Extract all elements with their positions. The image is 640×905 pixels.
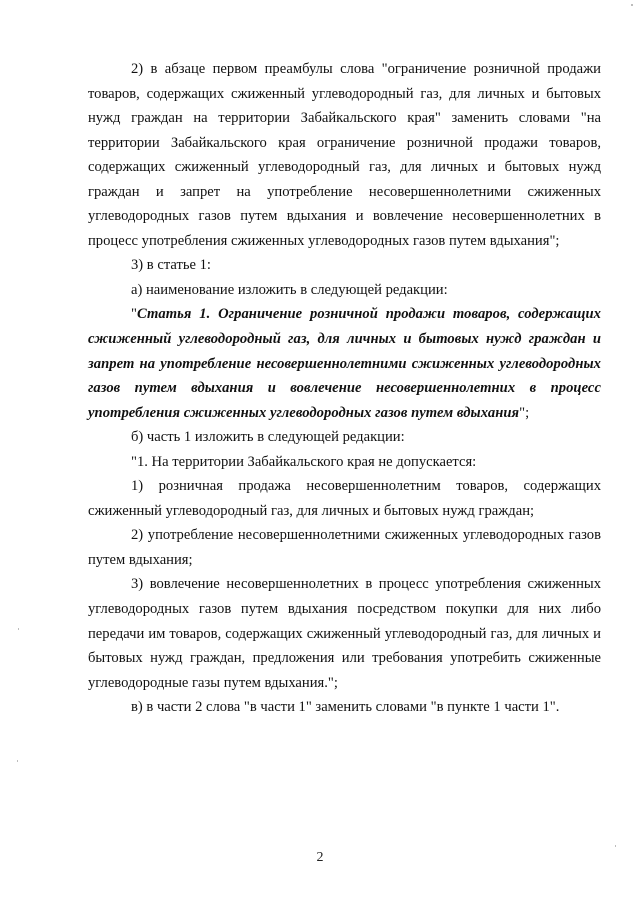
paragraph-article-1-title: [88, 302, 601, 425]
paragraph-item-3: 3) вовлечение несовершеннолетних в процесс употребления сжиженных углеводородных газов путем вдыхания посредством покупки для них либо передачи им товаров, содержащих сжиженный углеводородный газ, для личных и бытовых нужд граждан, предложения или требования употребить сжиженные углеводородные газы путем вдыхания.";: [88, 576, 601, 691]
document-body: [88, 57, 601, 720]
paragraph-part-1-intro: "1. На территории Забайкальского края не допускается:: [131, 453, 477, 470]
paragraph-preamble-amendment: 2) в абзаце первом преамбулы слова "ограничение розничной продажи товаров, содержащих сжиженный углеводородный газ, для личных и бытовых нужд граждан на территории Забайкальского края" заменить словами "на территории Забайкальского края ограничение розничной продажи товаров, содержащих сжиженный углеводородный газ, для личных и бытовых нужд граждан и запрет на употребление несовершеннолетними сжиженных углеводородных газов путем вдыхания и вовлечение несовершеннолетних в процесс употребления сжиженных углеводородных газов путем вдыхания";: [88, 61, 601, 249]
closing-quote: ";: [519, 404, 530, 421]
scan-speck: [18, 628, 19, 630]
paragraph-part-1-amendment: б) часть 1 изложить в следующей редакции:: [131, 429, 405, 446]
paragraph-item-1: 1) розничная продажа несовершеннолетним товаров, содержащих сжиженный углеводородный газ, для личных и бытовых нужд граждан;: [88, 478, 601, 519]
paragraph-article-1-heading: 3) в статье 1:: [131, 257, 211, 274]
paragraph-item-2: 2) употребление несовершеннолетними сжиженных углеводородных газов путем вдыхания;: [88, 527, 601, 568]
scan-speck: [17, 760, 18, 762]
opening-quote: ": [131, 306, 138, 323]
paragraph-name-amendment: а) наименование изложить в следующей редакции:: [131, 281, 448, 298]
page-number: 2: [316, 850, 324, 865]
scan-speck: [615, 845, 616, 847]
scan-speck: [631, 4, 633, 6]
article-1-title-text: Статья 1. Ограничение розничной продажи товаров, содержащих сжиженный углеводородный газ, для личных и бытовых нужд граждан и запрет на употребление несовершеннолетними сжиженных углеводородных газов путем вдыхания и вовлечение несовершеннолетних в процесс употребления сжиженных углеводородных газов путем вдыхания: [88, 306, 601, 421]
paragraph-part-2-amendment: в) в части 2 слова "в части 1" заменить словами "в пункте 1 части 1".: [131, 699, 560, 716]
